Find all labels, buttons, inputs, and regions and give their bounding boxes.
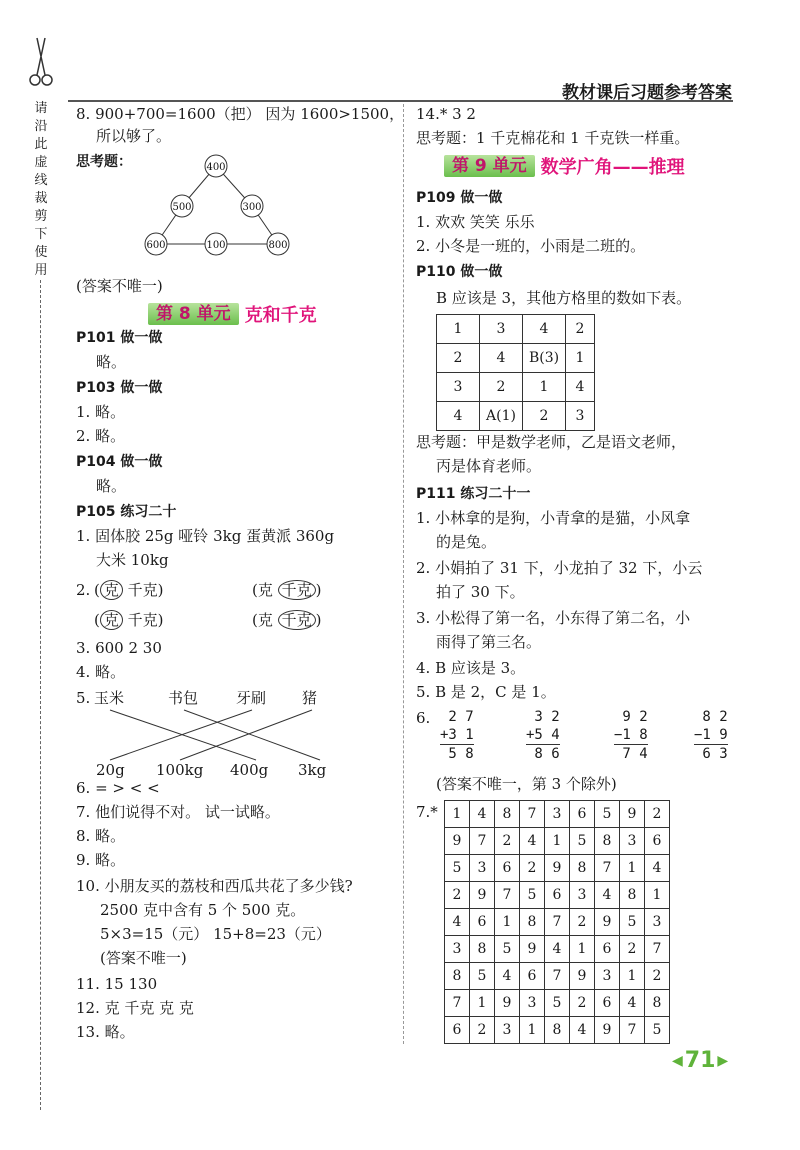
match-top-3: 牙刷 (236, 689, 267, 707)
think-label-left: 思考题： (76, 154, 132, 170)
sudoku-cell: 4 (570, 1017, 595, 1044)
cut-char: 剪 (34, 209, 48, 224)
p111-a6-label: 6. (416, 709, 431, 727)
sudoku-cell: 7 (645, 936, 670, 963)
sudoku-cell: 9 (545, 855, 570, 882)
sudoku-cell: 2 (520, 855, 545, 882)
match-bottom-3: 400g (230, 761, 269, 779)
sudoku-cell: 9 (595, 1017, 620, 1044)
sudoku-cell: 1 (620, 855, 645, 882)
sudoku-cell: 9 (620, 801, 645, 828)
grid-cell: 2 (480, 373, 523, 402)
calc-1: 2 7 +3 1 5 8 (440, 709, 474, 762)
sudoku-cell: 9 (570, 963, 595, 990)
cut-char: 裁 (34, 191, 48, 206)
sudoku-cell: 1 (495, 909, 520, 936)
grid-cell: A(1) (480, 402, 523, 431)
sudoku-cell: 6 (445, 1017, 470, 1044)
p105-a10-line4: (答案不唯一) (100, 949, 187, 967)
sudoku-cell: 1 (470, 990, 495, 1017)
p105-a11: 11. 15 130 (76, 975, 158, 993)
sudoku-cell: 3 (570, 882, 595, 909)
tri-node-bm: 100 (206, 240, 226, 251)
sudoku-cell: 5 (570, 828, 595, 855)
p111-a3-line2: 雨得了第三名。 (436, 633, 542, 651)
sudoku-cell: 8 (495, 801, 520, 828)
sudoku-cell: 3 (495, 1017, 520, 1044)
p111-a5: 5. B 是 2，C 是 1。 (416, 683, 556, 701)
sudoku-cell: 8 (470, 936, 495, 963)
p109-a1: 1. 欢欢 笑笑 乐乐 (416, 213, 535, 231)
p111-a1-line2: 的是兔。 (436, 533, 497, 551)
grid-cell: B(3) (523, 344, 566, 373)
calc-4: 8 2 −1 9 6 3 (694, 709, 728, 762)
match-top-4: 猪 (302, 689, 318, 707)
sudoku-cell: 5 (495, 936, 520, 963)
calc-3: 9 2 −1 8 7 4 (614, 709, 648, 762)
grid-cell: 3 (480, 315, 523, 344)
grid-cell: 4 (437, 402, 480, 431)
sudoku-cell: 1 (445, 801, 470, 828)
sudoku-cell: 7 (620, 1017, 645, 1044)
p105-a1-line2: 大米 10kg (96, 551, 169, 569)
not-unique-note: (答案不唯一) (76, 277, 163, 295)
sudoku-cell: 4 (645, 855, 670, 882)
tri-node-br: 800 (268, 240, 288, 251)
p105-a13: 13. 略。 (76, 1023, 135, 1041)
match-top-1: 玉米 (94, 689, 125, 707)
page-next-arrow-icon: ▶ (717, 1052, 729, 1069)
sudoku-cell: 8 (645, 990, 670, 1017)
think-right: 思考题：1 千克棉花和 1 千克铁一样重。 (416, 129, 690, 147)
sudoku-cell: 9 (595, 909, 620, 936)
sudoku-cell: 4 (495, 963, 520, 990)
grid-cell: 2 (566, 315, 595, 344)
p104-title: P104 做一做 (76, 454, 163, 470)
choice-3: ( 克 千克) (94, 611, 164, 629)
match-top-2: 书包 (168, 689, 199, 707)
unit8-label: 第 8 单元 (148, 303, 239, 325)
sudoku-cell: 3 (520, 990, 545, 1017)
sudoku-cell: 8 (545, 1017, 570, 1044)
sudoku-cell: 8 (520, 909, 545, 936)
sudoku-cell: 3 (445, 936, 470, 963)
sudoku-cell: 3 (645, 909, 670, 936)
grid-cell: 4 (480, 344, 523, 373)
unit9-title: 数学广角——推理 (540, 157, 685, 178)
sudoku-cell: 7 (520, 801, 545, 828)
p105-a7: 7. 他们说得不对。 试一试略。 (76, 803, 280, 821)
column-divider (403, 104, 404, 1044)
number-triangle (138, 154, 296, 260)
choice-4: (克 千克 ) (252, 611, 322, 629)
sudoku-cell: 5 (645, 1017, 670, 1044)
sudoku-cell: 4 (595, 882, 620, 909)
sudoku-cell: 8 (595, 828, 620, 855)
sudoku-cell: 5 (445, 855, 470, 882)
sudoku-cell: 1 (545, 828, 570, 855)
sudoku-cell: 6 (545, 882, 570, 909)
p105-a4: 4. 略。 (76, 663, 126, 681)
sudoku-cell: 1 (570, 936, 595, 963)
tri-node-right: 300 (242, 202, 262, 213)
q8-line2: 所以够了。 (96, 127, 172, 145)
p111-a6-note: (答案不唯一，第 3 个除外) (436, 775, 617, 793)
sudoku-cell: 9 (520, 936, 545, 963)
sudoku-cell: 2 (470, 1017, 495, 1044)
tri-node-bl: 600 (146, 240, 166, 251)
p105-a8: 8. 略。 (76, 827, 126, 845)
p109-title: P109 做一做 (416, 190, 503, 206)
sudoku-cell: 1 (645, 882, 670, 909)
p105-a10-line3: 5×3=15（元） 15+8=23（元） (100, 925, 331, 943)
grid-cell: 1 (566, 344, 595, 373)
p105-a6: 6. = > < < (76, 779, 160, 797)
page-number-badge (672, 1048, 728, 1073)
match-bottom-1: 20g (96, 761, 125, 779)
p101-title: P101 做一做 (76, 330, 163, 346)
sudoku-cell: 3 (620, 828, 645, 855)
sudoku-cell: 7 (495, 882, 520, 909)
unit8-banner (148, 302, 317, 326)
p110-title: P110 做一做 (416, 264, 503, 280)
sudoku-cell: 6 (495, 855, 520, 882)
sudoku-cell: 7 (545, 963, 570, 990)
cut-char: 请 (34, 101, 48, 116)
sudoku-cell: 7 (470, 828, 495, 855)
choice-2: (克 千克 ) (252, 581, 322, 599)
grid-cell: 4 (566, 373, 595, 402)
p103-a2: 2. 略。 (76, 427, 126, 445)
sudoku-cell: 6 (570, 801, 595, 828)
cut-char: 用 (34, 263, 48, 278)
p111-a2-line1: 2. 小娟拍了 31 下，小龙拍了 32 下，小云 (416, 559, 703, 577)
p103-title: P103 做一做 (76, 380, 163, 396)
p105-a9: 9. 略。 (76, 851, 126, 869)
sudoku-cell: 6 (595, 936, 620, 963)
sudoku-cell: 5 (595, 801, 620, 828)
match-bottom-2: 100kg (156, 761, 204, 779)
p105-a1-line1: 1. 固体胶 25g 哑铃 3kg 蛋黄派 360g (76, 527, 335, 545)
p105-a10-line1: 10. 小朋友买的荔枝和西瓜共花了多少钱? (76, 877, 353, 895)
cut-char: 此 (34, 137, 48, 152)
page-prev-arrow-icon: ◀ (672, 1052, 683, 1069)
page-number: 71 (684, 1048, 716, 1073)
sudoku-cell: 1 (620, 963, 645, 990)
p103-a1: 1. 略。 (76, 403, 126, 421)
p111-a3-line1: 3. 小松得了第一名，小东得了第二名，小 (416, 609, 691, 627)
cut-char: 虚 (34, 155, 48, 170)
grid-cell: 4 (523, 315, 566, 344)
tri-node-left: 500 (172, 202, 192, 213)
sudoku-cell: 2 (495, 828, 520, 855)
sudoku-cell: 7 (445, 990, 470, 1017)
p111-a1-line1: 1. 小林拿的是狗，小青拿的是猫，小风拿 (416, 509, 691, 527)
sudoku-cell: 5 (620, 909, 645, 936)
sudoku-cell: 6 (470, 909, 495, 936)
sudoku-grid (444, 800, 670, 1044)
cut-dashed-line (40, 280, 41, 1110)
sudoku-cell: 9 (445, 828, 470, 855)
sudoku-cell: 2 (445, 882, 470, 909)
matching-lines (80, 706, 340, 766)
sudoku-cell: 4 (620, 990, 645, 1017)
p105-a12: 12. 克 千克 克 克 (76, 999, 194, 1017)
p110-think-line1: 思考题：甲是数学老师，乙是语文老师， (416, 433, 687, 451)
p110-think-line2: 丙是体育老师。 (436, 457, 542, 475)
grid-cell: 3 (437, 373, 480, 402)
match-bottom-4: 3kg (298, 761, 327, 779)
q14: 14.* 3 2 (416, 105, 476, 123)
sudoku-cell: 6 (595, 990, 620, 1017)
sudoku-cell: 3 (470, 855, 495, 882)
sudoku-cell: 7 (545, 909, 570, 936)
cut-char: 沿 (34, 119, 48, 134)
header-title: 教材课后习题参考答案 (562, 83, 732, 103)
sudoku-cell: 5 (470, 963, 495, 990)
p105-a2-label: 2. (76, 581, 91, 599)
sudoku-cell: 1 (520, 1017, 545, 1044)
p105-a5-label: 5. (76, 689, 91, 707)
sudoku-cell: 2 (645, 801, 670, 828)
grid-cell: 1 (437, 315, 480, 344)
logic-grid (436, 314, 595, 431)
sudoku-cell: 2 (645, 963, 670, 990)
sudoku-cell: 2 (570, 990, 595, 1017)
sudoku-cell: 8 (445, 963, 470, 990)
p101-ans: 略。 (96, 353, 127, 371)
sudoku-cell: 9 (470, 882, 495, 909)
unit8-title: 克和千克 (244, 305, 317, 326)
cut-char: 线 (34, 173, 48, 188)
sudoku-cell: 3 (595, 963, 620, 990)
sudoku-cell: 2 (570, 909, 595, 936)
sudoku-cell: 7 (595, 855, 620, 882)
p104-ans: 略。 (96, 477, 127, 495)
q8-line1: 8. 900+700=1600（把） 因为 1600>1500， (76, 105, 405, 123)
sudoku-cell: 6 (520, 963, 545, 990)
p105-a10-line2: 2500 克中含有 5 个 500 克。 (100, 901, 306, 919)
p105-a3: 3. 600 2 30 (76, 639, 162, 657)
sudoku-cell: 4 (470, 801, 495, 828)
header-rule (68, 100, 733, 102)
sudoku-cell: 2 (620, 936, 645, 963)
p110-desc: B 应该是 3，其他方格里的数如下表。 (436, 289, 692, 307)
p105-title: P105 练习二十 (76, 504, 177, 520)
p111-a4: 4. B 应该是 3。 (416, 659, 526, 677)
sudoku-cell: 5 (520, 882, 545, 909)
cut-char: 使 (34, 245, 48, 260)
grid-cell: 3 (566, 402, 595, 431)
grid-cell: 2 (523, 402, 566, 431)
tri-node-top: 400 (206, 162, 226, 173)
unit9-banner (444, 154, 685, 178)
sudoku-cell: 4 (445, 909, 470, 936)
calc-2: 3 2 +5 4 8 6 (526, 709, 560, 762)
p109-a2: 2. 小冬是一班的，小雨是二班的。 (416, 237, 646, 255)
grid-cell: 1 (523, 373, 566, 402)
scissors-icon (28, 30, 54, 88)
sudoku-cell: 6 (645, 828, 670, 855)
unit9-label: 第 9 单元 (444, 155, 535, 177)
grid-cell: 2 (437, 344, 480, 373)
sudoku-cell: 9 (495, 990, 520, 1017)
p111-a7-label: 7.* (416, 803, 438, 821)
sudoku-cell: 4 (520, 828, 545, 855)
cut-char: 下 (34, 227, 48, 242)
sudoku-cell: 8 (620, 882, 645, 909)
choice-1: ( 克 千克) (94, 581, 164, 599)
sudoku-cell: 3 (545, 801, 570, 828)
p111-a2-line2: 拍了 30 下。 (436, 583, 525, 601)
sudoku-cell: 8 (570, 855, 595, 882)
p111-title: P111 练习二十一 (416, 486, 531, 502)
sudoku-cell: 4 (545, 936, 570, 963)
sudoku-cell: 5 (545, 990, 570, 1017)
